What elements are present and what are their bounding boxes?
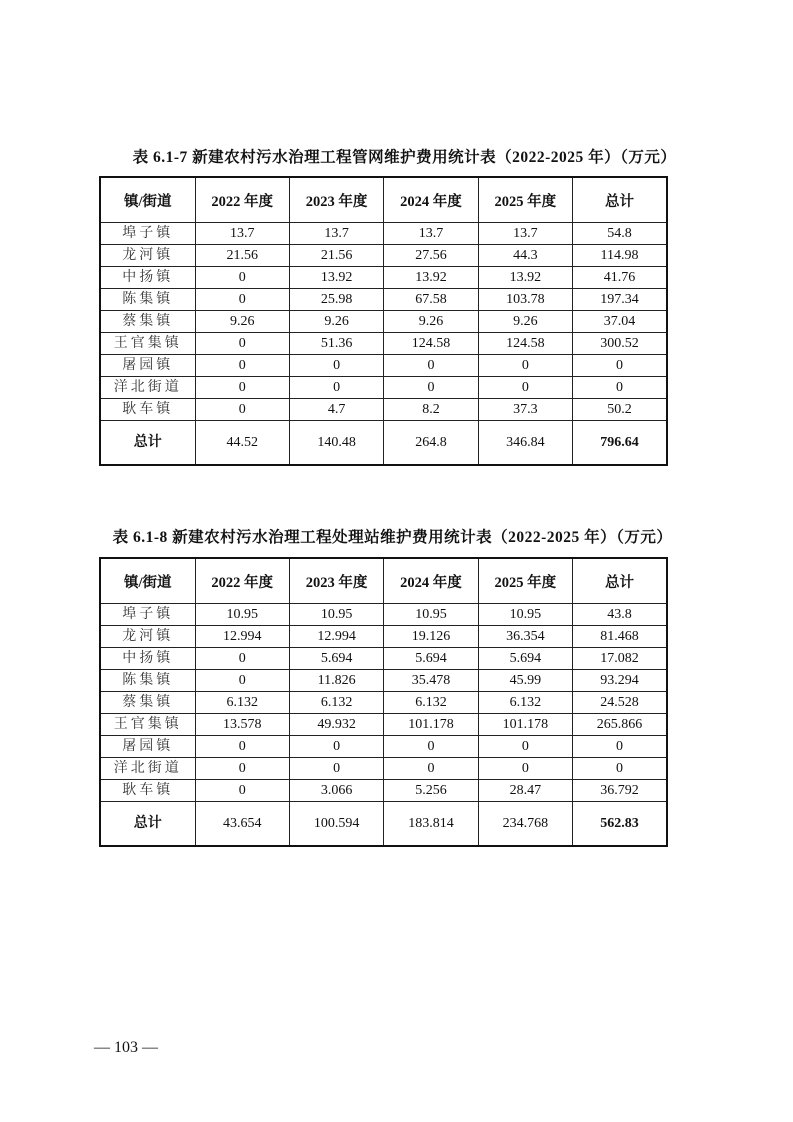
- column-header: 2022 年度: [195, 177, 289, 223]
- value-cell: 17.082: [573, 648, 667, 670]
- total-value-cell: 44.52: [195, 421, 289, 466]
- table-row: [100, 648, 667, 670]
- value-cell: 43.8: [573, 604, 667, 626]
- page-number: — 103 —: [94, 1039, 158, 1056]
- value-cell: 0: [195, 267, 289, 289]
- value-cell: 10.95: [478, 604, 572, 626]
- table-row: [100, 758, 667, 780]
- table-row: [100, 736, 667, 758]
- value-cell: 5.694: [289, 648, 383, 670]
- value-cell: 13.92: [478, 267, 572, 289]
- value-cell: 50.2: [573, 399, 667, 421]
- value-cell: 19.126: [384, 626, 478, 648]
- table-row: [100, 604, 667, 626]
- town-name-cell: 蔡集镇: [100, 311, 195, 333]
- town-name-cell: 王官集镇: [100, 714, 195, 736]
- value-cell: 101.178: [478, 714, 572, 736]
- value-cell: 9.26: [384, 311, 478, 333]
- value-cell: 0: [195, 377, 289, 399]
- table-2-caption: 表 6.1-8 新建农村污水治理工程处理站维护费用统计表（2022-2025 年）（万元）: [112, 529, 673, 546]
- value-cell: 0: [478, 736, 572, 758]
- value-cell: 0: [195, 333, 289, 355]
- table-row: [100, 355, 667, 377]
- value-cell: 93.294: [573, 670, 667, 692]
- value-cell: 6.132: [195, 692, 289, 714]
- header-row: [100, 177, 667, 223]
- total-value-cell: 140.48: [289, 421, 383, 466]
- column-header: 2024 年度: [384, 177, 478, 223]
- value-cell: 0: [195, 758, 289, 780]
- town-name-cell: 中扬镇: [100, 648, 195, 670]
- value-cell: 9.26: [478, 311, 572, 333]
- value-cell: 0: [384, 758, 478, 780]
- value-cell: 0: [195, 355, 289, 377]
- value-cell: 21.56: [195, 245, 289, 267]
- value-cell: 81.468: [573, 626, 667, 648]
- town-name-cell: 耿车镇: [100, 780, 195, 802]
- value-cell: 0: [289, 758, 383, 780]
- value-cell: 0: [573, 736, 667, 758]
- value-cell: 0: [573, 377, 667, 399]
- column-header: 2022 年度: [195, 558, 289, 604]
- column-header: 总计: [573, 177, 667, 223]
- value-cell: 0: [384, 736, 478, 758]
- value-cell: 13.7: [289, 223, 383, 245]
- value-cell: 0: [289, 377, 383, 399]
- table-row: [100, 267, 667, 289]
- total-value-cell: 183.814: [384, 802, 478, 847]
- total-value-cell: 234.768: [478, 802, 572, 847]
- value-cell: 114.98: [573, 245, 667, 267]
- value-cell: 6.132: [384, 692, 478, 714]
- header-row: [100, 558, 667, 604]
- column-header: 2025 年度: [478, 558, 572, 604]
- value-cell: 27.56: [384, 245, 478, 267]
- total-value-cell: 43.654: [195, 802, 289, 847]
- value-cell: 0: [195, 289, 289, 311]
- value-cell: 0: [478, 758, 572, 780]
- value-cell: 9.26: [289, 311, 383, 333]
- value-cell: 0: [195, 670, 289, 692]
- total-value-cell: 346.84: [478, 421, 572, 466]
- total-value-cell: 264.8: [384, 421, 478, 466]
- column-header: 2023 年度: [289, 558, 383, 604]
- town-name-cell: 埠子镇: [100, 223, 195, 245]
- value-cell: 10.95: [289, 604, 383, 626]
- column-header: 2023 年度: [289, 177, 383, 223]
- value-cell: 0: [195, 399, 289, 421]
- value-cell: 51.36: [289, 333, 383, 355]
- value-cell: 0: [195, 736, 289, 758]
- column-header: 2025 年度: [478, 177, 572, 223]
- column-header: 镇/街道: [100, 177, 195, 223]
- value-cell: 0: [384, 355, 478, 377]
- value-cell: 13.578: [195, 714, 289, 736]
- value-cell: 4.7: [289, 399, 383, 421]
- town-name-cell: 蔡集镇: [100, 692, 195, 714]
- town-name-cell: 陈集镇: [100, 670, 195, 692]
- table-row: [100, 692, 667, 714]
- value-cell: 101.178: [384, 714, 478, 736]
- value-cell: 5.256: [384, 780, 478, 802]
- value-cell: 21.56: [289, 245, 383, 267]
- column-header: 2024 年度: [384, 558, 478, 604]
- table-row: [100, 311, 667, 333]
- table-1-caption: 表 6.1-7 新建农村污水治理工程管网维护费用统计表（2022-2025 年）（万元）: [132, 149, 677, 166]
- value-cell: 37.04: [573, 311, 667, 333]
- table-row: [100, 626, 667, 648]
- total-label-cell: 总计: [100, 421, 195, 466]
- value-cell: 0: [478, 355, 572, 377]
- grand-total-cell: 562.83: [573, 802, 667, 847]
- value-cell: 28.47: [478, 780, 572, 802]
- value-cell: 10.95: [195, 604, 289, 626]
- column-header: 总计: [573, 558, 667, 604]
- value-cell: 12.994: [195, 626, 289, 648]
- value-cell: 35.478: [384, 670, 478, 692]
- town-name-cell: 洋北街道: [100, 377, 195, 399]
- value-cell: 67.58: [384, 289, 478, 311]
- table-row: [100, 714, 667, 736]
- town-name-cell: 龙河镇: [100, 245, 195, 267]
- value-cell: 54.8: [573, 223, 667, 245]
- table-row: [100, 377, 667, 399]
- value-cell: 5.694: [478, 648, 572, 670]
- value-cell: 36.792: [573, 780, 667, 802]
- value-cell: 13.92: [289, 267, 383, 289]
- value-cell: 124.58: [384, 333, 478, 355]
- value-cell: 13.92: [384, 267, 478, 289]
- value-cell: 6.132: [478, 692, 572, 714]
- table-row: [100, 399, 667, 421]
- value-cell: 124.58: [478, 333, 572, 355]
- value-cell: 9.26: [195, 311, 289, 333]
- town-name-cell: 屠园镇: [100, 355, 195, 377]
- total-value-cell: 100.594: [289, 802, 383, 847]
- value-cell: 0: [573, 355, 667, 377]
- town-name-cell: 中扬镇: [100, 267, 195, 289]
- value-cell: 37.3: [478, 399, 572, 421]
- value-cell: 0: [573, 758, 667, 780]
- total-label-cell: 总计: [100, 802, 195, 847]
- value-cell: 36.354: [478, 626, 572, 648]
- table-row: [100, 333, 667, 355]
- table-row: [100, 780, 667, 802]
- town-name-cell: 耿车镇: [100, 399, 195, 421]
- value-cell: 44.3: [478, 245, 572, 267]
- value-cell: 45.99: [478, 670, 572, 692]
- town-name-cell: 屠园镇: [100, 736, 195, 758]
- value-cell: 0: [478, 377, 572, 399]
- value-cell: 24.528: [573, 692, 667, 714]
- town-name-cell: 埠子镇: [100, 604, 195, 626]
- value-cell: 13.7: [384, 223, 478, 245]
- table-row: [100, 289, 667, 311]
- value-cell: 11.826: [289, 670, 383, 692]
- table-row: [100, 670, 667, 692]
- value-cell: 197.34: [573, 289, 667, 311]
- value-cell: 265.866: [573, 714, 667, 736]
- town-name-cell: 陈集镇: [100, 289, 195, 311]
- value-cell: 0: [195, 648, 289, 670]
- table-row: [100, 223, 667, 245]
- value-cell: 6.132: [289, 692, 383, 714]
- value-cell: 25.98: [289, 289, 383, 311]
- value-cell: 8.2: [384, 399, 478, 421]
- town-name-cell: 龙河镇: [100, 626, 195, 648]
- value-cell: 300.52: [573, 333, 667, 355]
- town-name-cell: 洋北街道: [100, 758, 195, 780]
- column-header: 镇/街道: [100, 558, 195, 604]
- value-cell: 3.066: [289, 780, 383, 802]
- town-name-cell: 王官集镇: [100, 333, 195, 355]
- table-row: [100, 245, 667, 267]
- value-cell: 0: [289, 355, 383, 377]
- value-cell: 0: [289, 736, 383, 758]
- value-cell: 41.76: [573, 267, 667, 289]
- value-cell: 0: [384, 377, 478, 399]
- value-cell: 10.95: [384, 604, 478, 626]
- total-row: [100, 421, 667, 466]
- value-cell: 5.694: [384, 648, 478, 670]
- total-row: [100, 802, 667, 847]
- value-cell: 12.994: [289, 626, 383, 648]
- value-cell: 13.7: [195, 223, 289, 245]
- value-cell: 13.7: [478, 223, 572, 245]
- value-cell: 0: [195, 780, 289, 802]
- pipeline-maintenance-cost-table: [99, 176, 668, 466]
- value-cell: 49.932: [289, 714, 383, 736]
- station-maintenance-cost-table: [99, 557, 668, 847]
- grand-total-cell: 796.64: [573, 421, 667, 466]
- value-cell: 103.78: [478, 289, 572, 311]
